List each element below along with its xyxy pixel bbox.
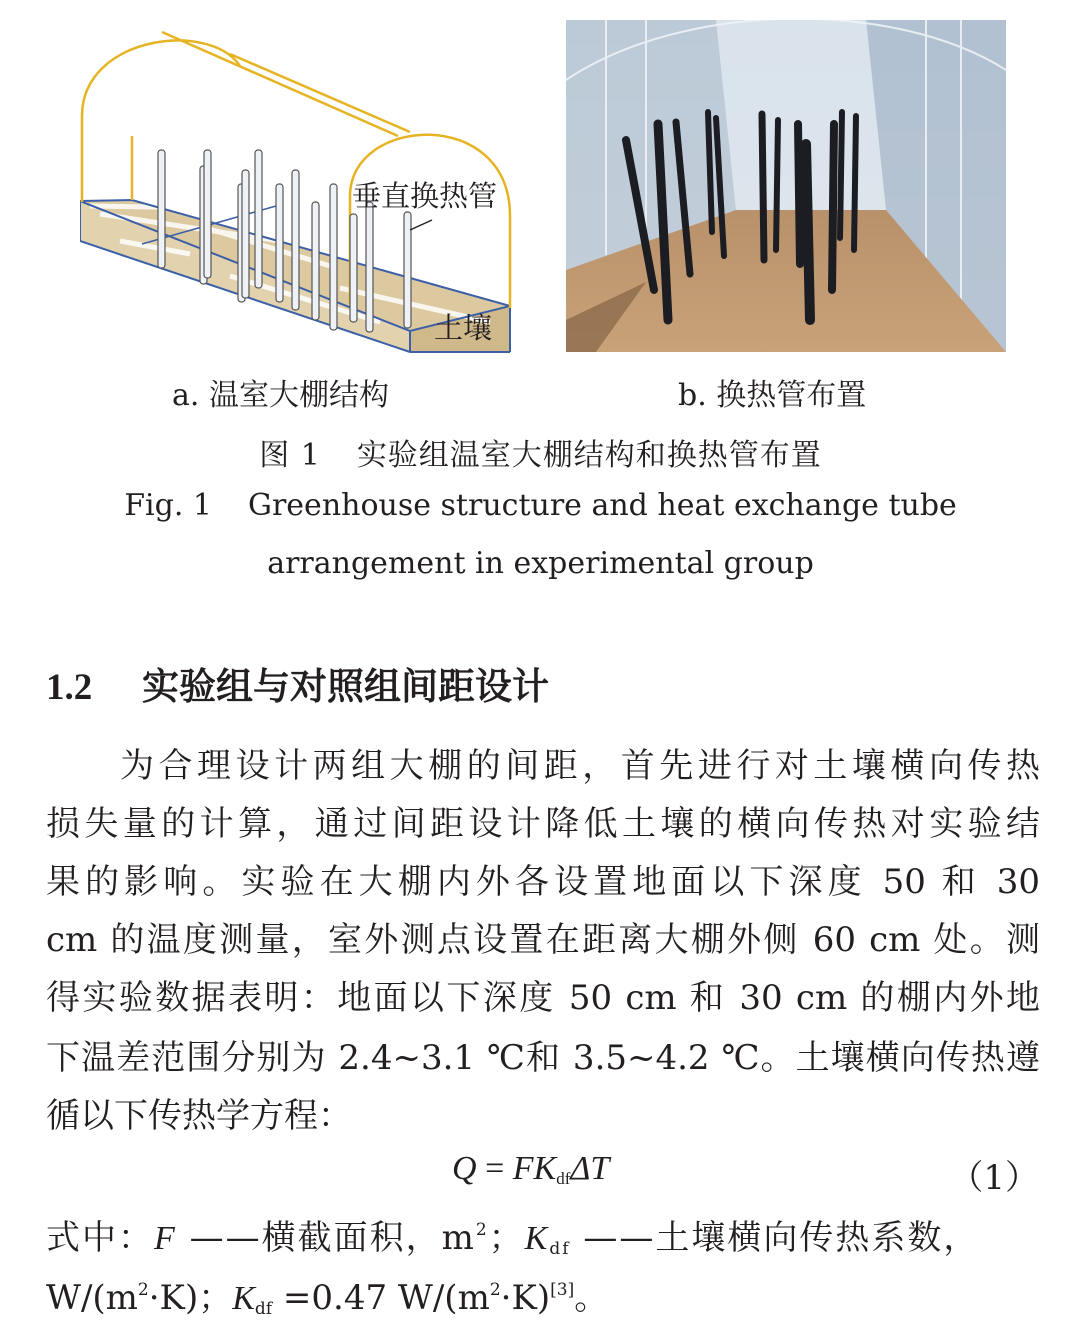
eq-equals: =: [476, 1150, 513, 1187]
unit-1-tail: ·K)；: [148, 1278, 233, 1318]
caption-panel-b: b. 换热管布置: [678, 378, 867, 413]
equation-number: （1）: [949, 1158, 1039, 1198]
where-line-1: [46, 1210, 1040, 1259]
body-line-4: cm 的温度测量，室外测点设置在距离大棚外侧 60 cm 处。测: [46, 920, 1040, 960]
figure-panel-a: [80, 26, 520, 356]
label-vertical-tube: 垂直换热管: [352, 179, 498, 213]
figure-number-cn: 图 1: [259, 438, 321, 473]
body-line-7: 循以下传热学方程：: [46, 1096, 352, 1136]
var-K2: K: [232, 1280, 255, 1317]
body-line-3: 果的影响。实验在大棚内外各设置地面以下深度 50 和 30: [46, 862, 1040, 902]
eq-sub: df: [556, 1169, 571, 1188]
sup-2a: 2: [475, 1220, 489, 1240]
sep: ；: [488, 1218, 525, 1258]
figure-panel-b: [566, 20, 1006, 352]
figure-caption-en-line2: arrangement in experimental group: [267, 546, 814, 581]
tube-arrangement-photo: [566, 20, 1006, 352]
body-line-2: 损失量的计算，通过间距设计降低土壤的横向传热对实验结: [46, 804, 1040, 844]
where-prefix: 式中：: [46, 1218, 154, 1258]
section-number: 1.2: [46, 667, 93, 708]
K-value: =0.47 W/(m: [272, 1278, 490, 1318]
var-F: F: [154, 1220, 177, 1257]
body-line-1: 为合理设计两组大棚的间距，首先进行对土壤横向传热: [120, 746, 1040, 786]
section-title: 实验组与对照组间距设计: [142, 665, 549, 708]
var-K: K: [524, 1220, 550, 1257]
where-line-2: [46, 1270, 1040, 1319]
greenhouse-structure-diagram: [80, 26, 520, 356]
K2-sub: df: [254, 1299, 273, 1319]
label-soil: 土壤: [434, 311, 493, 345]
sup-2b: 2: [137, 1280, 149, 1300]
equation-1: [452, 1150, 609, 1189]
figure-number-en: Fig. 1: [124, 488, 212, 523]
figure-caption-en-line1: [0, 488, 1081, 523]
eq-delta-t: ΔT: [570, 1150, 610, 1187]
K-value-tail: ·K): [500, 1278, 551, 1318]
body-line-5: 得实验数据表明：地面以下深度 50 cm 和 30 cm 的棚内外地: [46, 978, 1040, 1018]
K-sub: df: [549, 1239, 571, 1259]
F-desc: ——横截面积，m: [189, 1218, 476, 1258]
unit-1: W/(m: [46, 1278, 138, 1318]
citation-ref: [3]: [550, 1280, 575, 1300]
K-desc: ——土壤横向传热系数，: [583, 1218, 980, 1258]
sentence-end: 。: [574, 1278, 609, 1318]
section-heading: [46, 656, 549, 710]
tube-arrow: [410, 220, 432, 230]
figure-caption-cn: [0, 430, 1081, 474]
caption-panel-a: a. 温室大棚结构: [172, 378, 389, 413]
sup-2c: 2: [489, 1280, 501, 1300]
body-line-6: 下温差范围分别为 2.4~3.1 ℃和 3.5~4.2 ℃。土壤横向传热遵: [46, 1038, 1040, 1078]
eq-lhs: Q: [452, 1150, 477, 1187]
figure-title-en-1: Greenhouse structure and heat exchange tube: [248, 488, 957, 523]
figure-title-cn: 实验组温室大棚结构和换热管布置: [356, 438, 822, 473]
eq-fk: FK: [512, 1150, 557, 1187]
